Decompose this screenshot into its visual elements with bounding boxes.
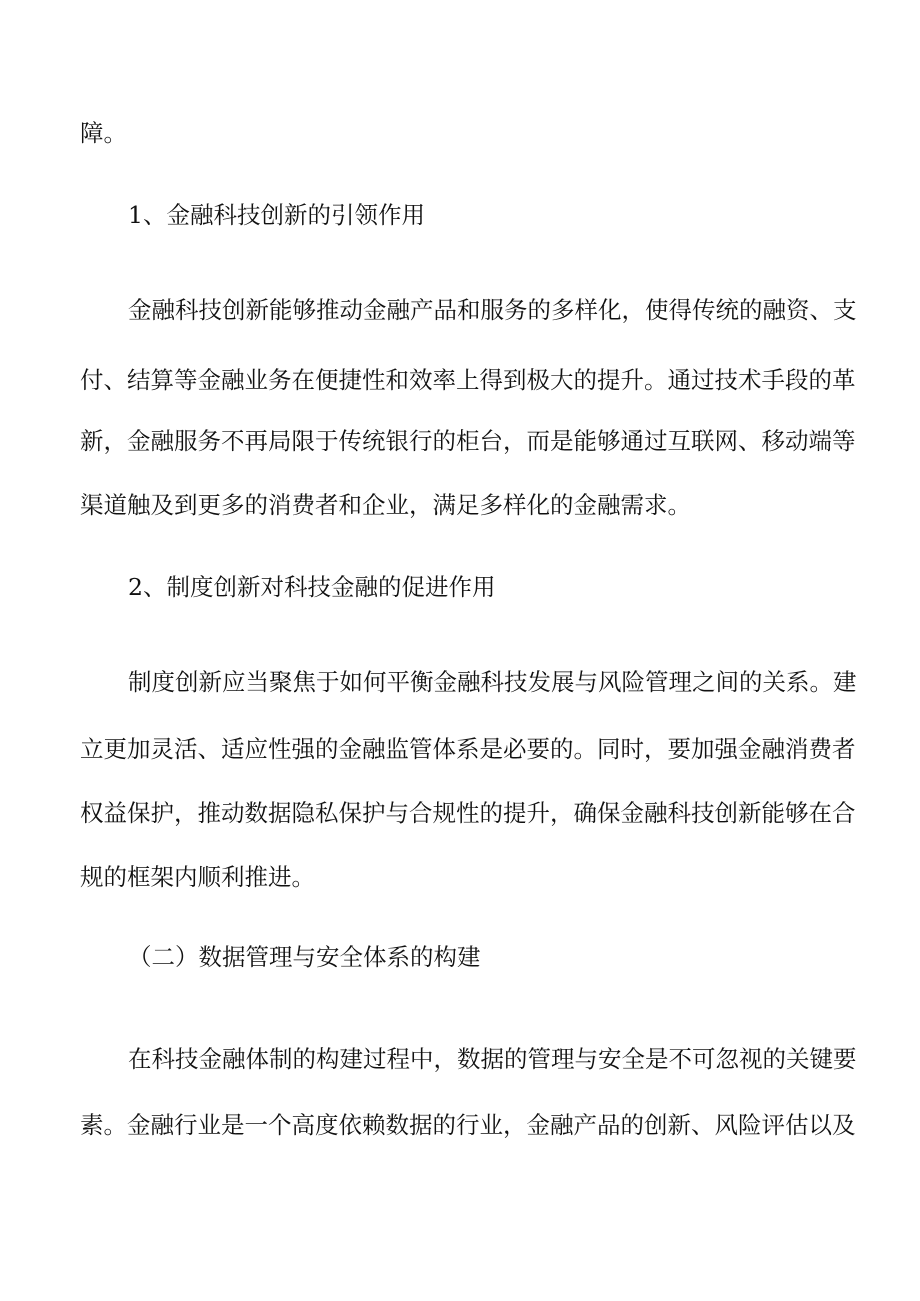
paragraph-2-line-1: 制度创新应当聚焦于如何平衡金融科技发展与风险管理之间的关系。建 <box>128 668 857 696</box>
section-heading: （二）数据管理与安全体系的构建 <box>128 943 481 971</box>
paragraph-3-line-2: 素。金融行业是一个高度依赖数据的行业，金融产品的创新、风险评估以及 <box>80 1111 856 1139</box>
paragraph-2-line-4: 规的框架内顺利推进。 <box>80 863 315 891</box>
paragraph-1-line-2: 付、结算等金融业务在便捷性和效率上得到极大的提升。通过技术手段的革 <box>80 366 856 394</box>
heading-2: 2、制度创新对科技金融的促进作用 <box>128 573 496 601</box>
paragraph-1-line-3: 新，金融服务不再局限于传统银行的柜台，而是能够通过互联网、移动端等 <box>80 427 856 455</box>
text-fragment: 障。 <box>80 119 127 147</box>
paragraph-1-line-1: 金融科技创新能够推动金融产品和服务的多样化，使得传统的融资、支 <box>128 296 857 324</box>
heading-1: 1、金融科技创新的引领作用 <box>128 201 425 229</box>
paragraph-3-line-1: 在科技金融体制的构建过程中，数据的管理与安全是不可忽视的关键要 <box>128 1045 857 1073</box>
paragraph-1-line-4: 渠道触及到更多的消费者和企业，满足多样化的金融需求。 <box>80 491 691 519</box>
paragraph-2-line-3: 权益保护，推动数据隐私保护与合规性的提升，确保金融科技创新能够在合 <box>80 799 856 827</box>
paragraph-2-line-2: 立更加灵活、适应性强的金融监管体系是必要的。同时，要加强金融消费者 <box>80 735 856 763</box>
